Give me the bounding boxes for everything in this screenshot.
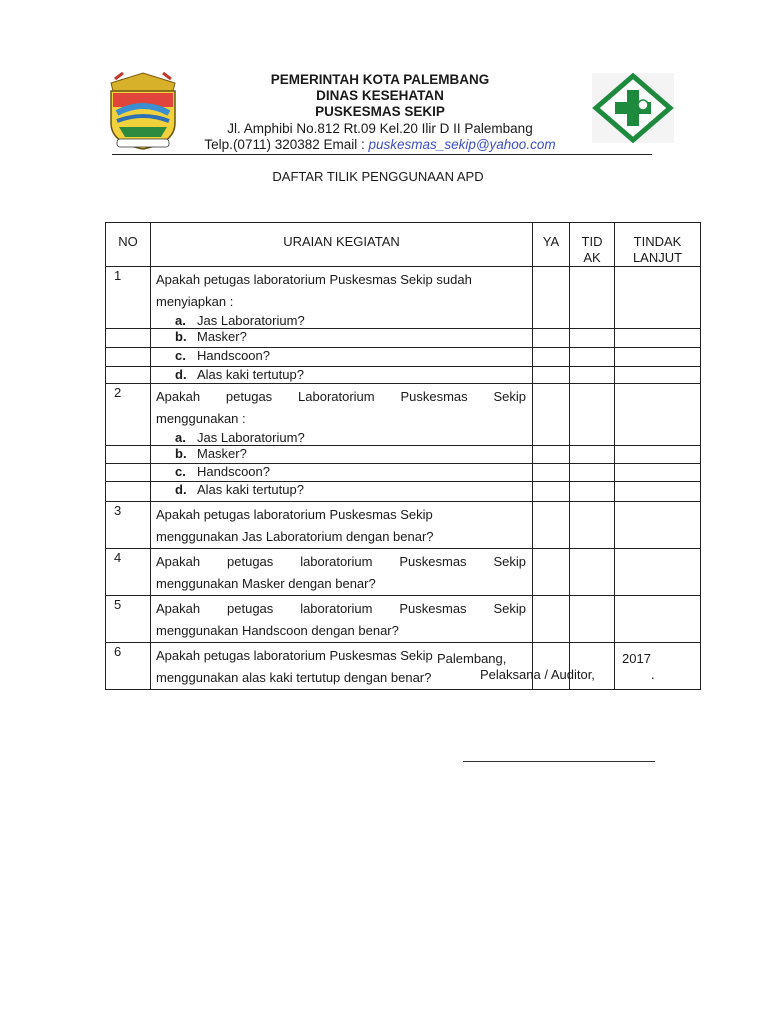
- question-text: Apakah petugas laboratorium Puskesmas Sekip menggunakan Jas Laboratorium dengan benar?: [151, 502, 533, 549]
- question-text: Apakah petugas laboratorium Puskesmas Sekip menggunakan Handscoon dengan benar?: [151, 596, 533, 643]
- tindak-lanjut-cell[interactable]: [615, 596, 701, 643]
- tindak-lanjut-cell[interactable]: [615, 329, 701, 348]
- row-number: 3: [106, 502, 151, 549]
- ya-checkbox-cell[interactable]: [533, 446, 570, 464]
- table-row: [106, 549, 701, 596]
- ya-checkbox-cell[interactable]: [533, 502, 570, 549]
- tindak-lanjut-cell[interactable]: [615, 643, 701, 690]
- ya-checkbox-cell[interactable]: [533, 482, 570, 502]
- row-number: 1: [106, 267, 151, 329]
- table-row: [106, 384, 701, 446]
- checklist-table: [105, 222, 701, 690]
- signature-dot: .: [651, 667, 655, 682]
- row-number: 6: [106, 643, 151, 690]
- ya-checkbox-cell[interactable]: [533, 549, 570, 596]
- table-row: [106, 482, 701, 502]
- ya-checkbox-cell[interactable]: [533, 596, 570, 643]
- header-ya: YA: [533, 223, 570, 267]
- ya-checkbox-cell[interactable]: [533, 464, 570, 482]
- tidak-checkbox-cell[interactable]: [570, 596, 615, 643]
- tidak-checkbox-cell[interactable]: [570, 464, 615, 482]
- row-number: 4: [106, 549, 151, 596]
- option-c: c. Handscoon?: [151, 348, 533, 367]
- table-row: [106, 348, 701, 367]
- tindak-lanjut-cell[interactable]: [615, 482, 701, 502]
- tindak-lanjut-cell[interactable]: [615, 348, 701, 367]
- ya-checkbox-cell[interactable]: [533, 384, 570, 446]
- ya-checkbox-cell[interactable]: [533, 348, 570, 367]
- header-phone: Telp.(0711) 320382 Email :: [204, 137, 369, 152]
- document-title: DAFTAR TILIK PENGGUNAAN APD: [272, 169, 484, 184]
- table-row: [106, 329, 701, 348]
- tidak-checkbox-cell[interactable]: [570, 329, 615, 348]
- question-text: Apakah petugas laboratorium Puskesmas Sekip menggunakan Masker dengan benar?: [151, 549, 533, 596]
- option-b: b. Masker?: [151, 446, 533, 464]
- tindak-lanjut-cell[interactable]: [615, 367, 701, 384]
- tidak-checkbox-cell[interactable]: [570, 482, 615, 502]
- header-email[interactable]: puskesmas_sekip@yahoo.com: [368, 137, 556, 152]
- option-c: c. Handscoon?: [151, 464, 533, 482]
- question-text: Apakah petugas Laboratorium Puskesmas Sekip menggunakan : a. Jas Laboratorium?: [151, 384, 533, 446]
- header-address: Jl. Amphibi No.812 Rt.09 Kel.20 Ilir D II Palembang: [227, 121, 533, 136]
- table-row: [106, 267, 701, 329]
- table-row: [106, 446, 701, 464]
- header-department: DINAS KESEHATAN: [316, 88, 444, 103]
- signature-line: [463, 761, 655, 762]
- tidak-checkbox-cell[interactable]: [570, 384, 615, 446]
- ya-checkbox-cell[interactable]: [533, 643, 570, 690]
- option-a: a. Jas Laboratorium?: [175, 313, 305, 328]
- signature-signer: Pelaksana / Auditor,: [480, 667, 595, 682]
- header-contact: [160, 137, 600, 153]
- signature-year: 2017: [622, 651, 651, 666]
- ya-checkbox-cell[interactable]: [533, 367, 570, 384]
- table-row: [106, 502, 701, 549]
- tindak-lanjut-cell[interactable]: [615, 384, 701, 446]
- header-uraian: URAIAN KEGIATAN: [151, 223, 533, 267]
- header-divider: [112, 154, 652, 155]
- tindak-lanjut-cell[interactable]: [615, 464, 701, 482]
- tidak-checkbox-cell[interactable]: [570, 348, 615, 367]
- option-d: d. Alas kaki tertutup?: [151, 482, 533, 502]
- table-header-row: [106, 223, 701, 267]
- row-number: 2: [106, 384, 151, 446]
- tindak-lanjut-cell[interactable]: [615, 549, 701, 596]
- table-row: [106, 464, 701, 482]
- tindak-lanjut-cell[interactable]: [615, 446, 701, 464]
- header-government: PEMERINTAH KOTA PALEMBANG: [270, 72, 490, 87]
- option-d: d. Alas kaki tertutup?: [151, 367, 533, 384]
- ya-checkbox-cell[interactable]: [533, 329, 570, 348]
- option-a: a. Jas Laboratorium?: [175, 430, 305, 445]
- header-no: NO: [106, 223, 151, 267]
- tindak-lanjut-cell[interactable]: [615, 267, 701, 329]
- signature-place: Palembang,: [437, 651, 507, 666]
- header-tindak-lanjut: TINDAK LANJUT: [615, 223, 701, 267]
- tindak-lanjut-cell[interactable]: [615, 502, 701, 549]
- table-row: [106, 367, 701, 384]
- table-row: [106, 596, 701, 643]
- tidak-checkbox-cell[interactable]: [570, 446, 615, 464]
- table-row: [106, 643, 701, 690]
- puskesmas-cross-logo: [592, 73, 674, 143]
- header-tidak: TID AK: [570, 223, 615, 267]
- tidak-checkbox-cell[interactable]: [570, 502, 615, 549]
- tidak-checkbox-cell[interactable]: [570, 643, 615, 690]
- header-puskesmas: PUSKESMAS SEKIP: [315, 104, 445, 119]
- tidak-checkbox-cell[interactable]: [570, 367, 615, 384]
- question-text: Apakah petugas laboratorium Puskesmas Sekip menggunakan alas kaki tertutup dengan benar?: [151, 643, 533, 690]
- row-number: 5: [106, 596, 151, 643]
- ya-checkbox-cell[interactable]: [533, 267, 570, 329]
- tidak-checkbox-cell[interactable]: [570, 549, 615, 596]
- tidak-checkbox-cell[interactable]: [570, 267, 615, 329]
- option-b: b. Masker?: [151, 329, 533, 348]
- question-text: Apakah petugas laboratorium Puskesmas Sekip sudah menyiapkan : a. Jas Laboratorium?: [151, 267, 533, 329]
